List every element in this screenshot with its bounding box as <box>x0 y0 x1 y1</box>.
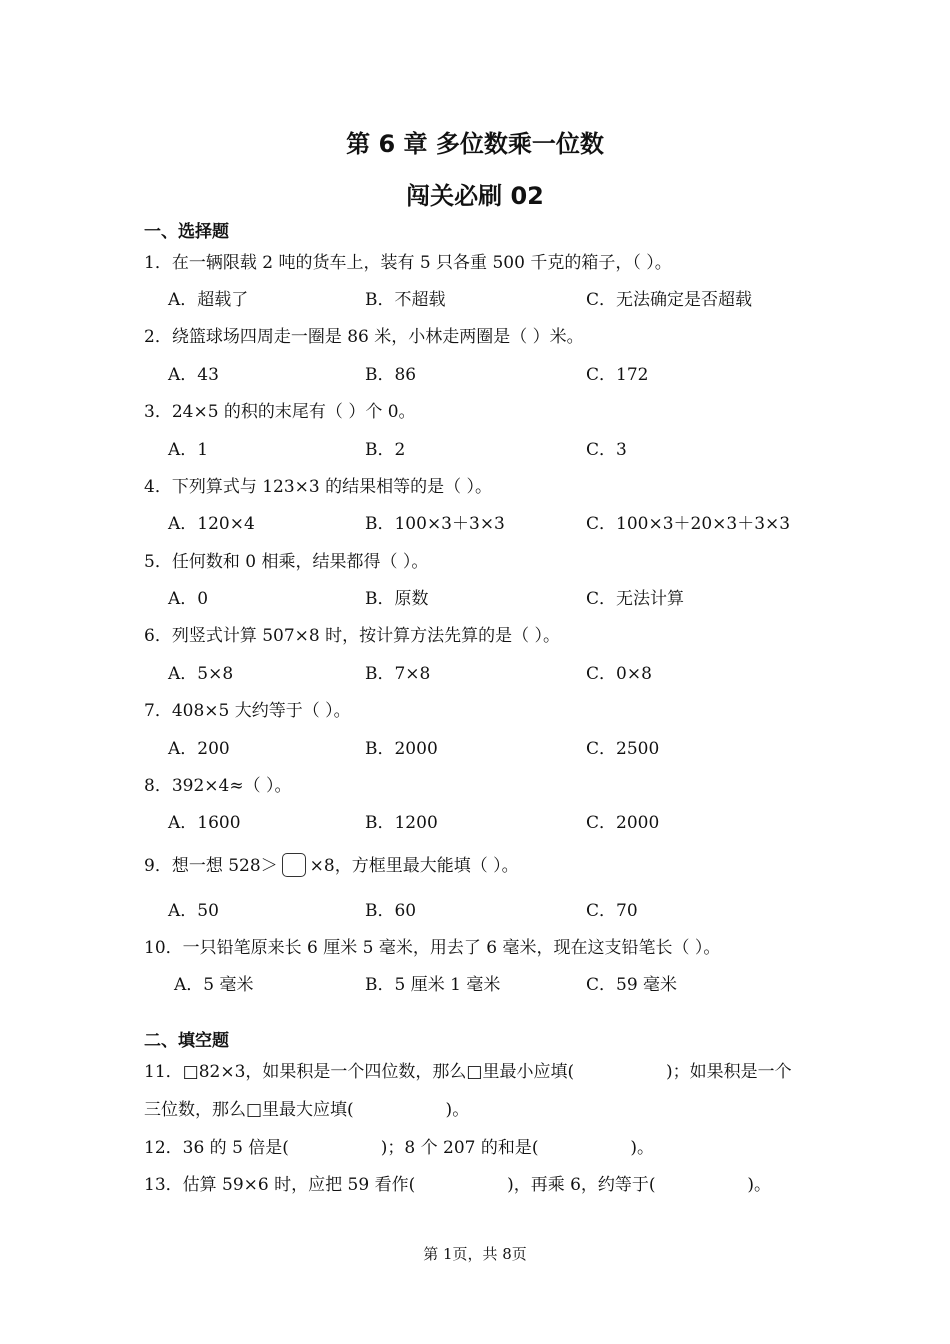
question-4: 4．下列算式与 123×3 的结果相等的是（ ）。 <box>144 477 493 497</box>
question-2: 2．绕篮球场四周走一圈是 86 米，小林走两圈是（ ）米。 <box>144 327 584 347</box>
section-heading-choice: 一、选择题 <box>144 222 229 242</box>
q8-option-c: C．2000 <box>586 813 660 833</box>
q10-option-b: B．5 厘米 1 毫米 <box>365 975 501 995</box>
q6-option-b: B．7×8 <box>365 664 431 684</box>
q7-option-c: C．2500 <box>586 739 660 759</box>
question-7: 7．408×5 大约等于（ ）。 <box>144 701 351 721</box>
q8-option-b: B．1200 <box>365 813 438 833</box>
q8-option-a: A．1600 <box>168 813 241 833</box>
question-11-line-2: 三位数，那么□里最大应填( )。 <box>144 1100 470 1120</box>
q7-option-a: A．200 <box>168 739 230 759</box>
question-12: 12．36 的 5 倍是( )；8 个 207 的和是( )。 <box>144 1138 655 1158</box>
section-heading-fill: 二、填空题 <box>144 1031 229 1051</box>
q5-option-b: B．原数 <box>365 589 429 609</box>
q10-option-c: C．59 毫米 <box>586 975 678 995</box>
q6-option-c: C．0×8 <box>586 664 652 684</box>
question-1: 1．在一辆限载 2 吨的货车上，装有 5 只各重 500 千克的箱子，（ ）。 <box>144 253 672 273</box>
blank-square-box <box>282 853 306 877</box>
q4-option-c: C．100×3＋20×3＋3×3 <box>586 514 791 534</box>
q2-option-b: B．86 <box>365 365 417 385</box>
question-9 <box>144 851 519 877</box>
q5-option-c: C．无法计算 <box>586 589 685 609</box>
question-10: 10．一只铅笔原来长 6 厘米 5 毫米，用去了 6 毫米，现在这支铅笔长（ ）。 <box>144 938 721 958</box>
question-13: 13．估算 59×6 时，应把 59 看作( )，再乘 6，约等于( )。 <box>144 1175 772 1195</box>
q1-option-c: C．无法确定是否超载 <box>586 290 753 310</box>
question-8: 8．392×4≈（ ）。 <box>144 776 292 796</box>
page-title: 第 6 章 多位数乘一位数 <box>346 130 604 158</box>
question-3: 3．24×5 的积的末尾有（ ）个 0。 <box>144 402 416 422</box>
q2-option-c: C．172 <box>586 365 649 385</box>
question-11-line-1: 11．□82×3，如果积是一个四位数，那么□里最小应填( )；如果积是一个 <box>144 1062 792 1082</box>
page-footer: 第 1页，共 8页 <box>423 1245 527 1263</box>
q7-option-b: B．2000 <box>365 739 438 759</box>
q4-option-a: A．120×4 <box>168 514 255 534</box>
q3-option-b: B．2 <box>365 440 406 460</box>
q2-option-a: A．43 <box>168 365 219 385</box>
q9-option-a: A．50 <box>168 901 219 921</box>
q3-option-a: A．1 <box>168 440 209 460</box>
q1-option-a: A．超载了 <box>168 290 249 310</box>
question-5: 5．任何数和 0 相乘，结果都得（ ）。 <box>144 552 429 572</box>
q3-option-c: C．3 <box>586 440 627 460</box>
q10-option-a: A．5 毫米 <box>174 975 254 995</box>
q5-option-a: A．0 <box>168 589 209 609</box>
q4-option-b: B．100×3＋3×3 <box>365 514 505 534</box>
question-9-text-pre: 9．想一想 528＞ <box>144 856 278 876</box>
q9-option-c: C．70 <box>586 901 638 921</box>
question-9-text-post: ×8，方框里最大能填（ ）。 <box>309 856 519 876</box>
q1-option-b: B．不超载 <box>365 290 446 310</box>
page-subtitle: 闯关必刷 02 <box>406 182 544 210</box>
q9-option-b: B．60 <box>365 901 417 921</box>
question-6: 6．列竖式计算 507×8 时，按计算方法先算的是（ ）。 <box>144 626 561 646</box>
q6-option-a: A．5×8 <box>168 664 234 684</box>
